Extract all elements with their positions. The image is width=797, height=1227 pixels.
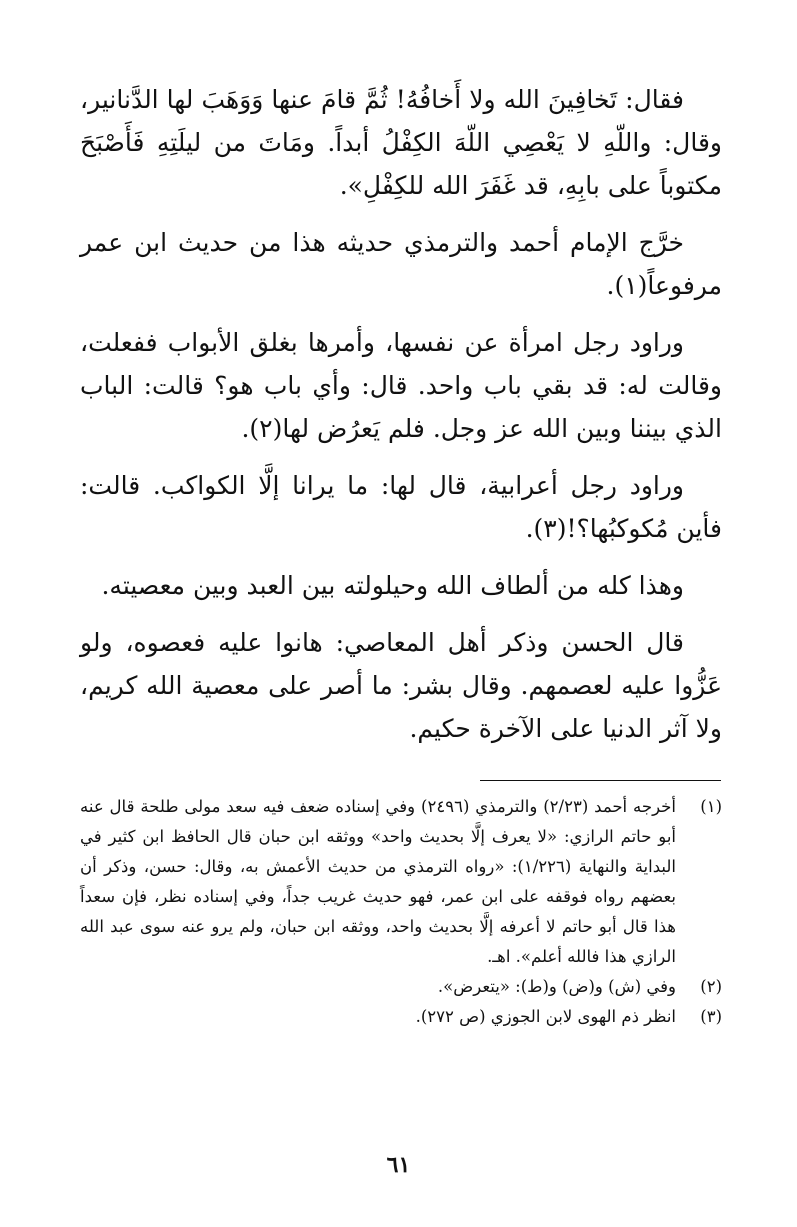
main-text xyxy=(80,78,722,764)
footnote-1 xyxy=(80,792,722,972)
paragraph-4: وراود رجل أعرابية، قال لها: ما يرانا إلَّا الكواكب. قالت: فأين مُكوكبُها؟!(٣). xyxy=(80,471,722,543)
footnote-text: أخرجه أحمد (٢/٢٣) والترمذي (٢٤٩٦) وفي إسناده ضعف فيه سعد مولى طلحة قال عنه أبو حاتم الرازي: «لا يعرف إلَّا بحديث واحد» ووثقه ابن حبان قال الحافظ ابن كثير في البداية والنهاية (١/٢٢٦): «رواه الترمذي من حديث الأعمش به، وقال: حسن، وذكر أن بعضهم رواه فوقفه على ابن عمر، فهو حديث غريب جداً، وفي إسناده نظر، فإن سعداً هذا قال أبو حاتم لا أعرفه إلَّا بحديث واحد، ووثقه ابن حبان، ولم يرو عنه سوى عبد الله الرازي هذا فالله أعلم». اهـ. xyxy=(80,797,676,966)
paragraph-1: فقال: تَخافِينَ الله ولا أَخافُهُ! ثُمَّ قامَ عنها وَوَهَبَ لها الدَّنانير، وقال: واللّهِ لا يَعْصِي اللّهَ الكِفْلُ أبداً. ومَاتَ من ليلَتِهِ فَأَصْبَحَ مكتوباً على بابِهِ، قد غَفَرَ الله للكِفْلِ». xyxy=(80,85,722,200)
footnote-number: (٢) xyxy=(700,977,722,996)
footnote-3 xyxy=(80,1002,722,1032)
footnote-number: (٣) xyxy=(700,1007,722,1026)
footnotes xyxy=(80,792,722,1032)
page-number: ٦١ xyxy=(386,1152,411,1178)
footnote-text: انظر ذم الهوى لابن الجوزي (ص ٢٧٢). xyxy=(415,1007,676,1026)
footnote-text: وفي (ش) و(ض) و(ط): «يتعرض». xyxy=(437,977,676,996)
paragraph-6: قال الحسن وذكر أهل المعاصي: هانوا عليه فعصوه، ولو عَزُّوا عليه لعصمهم. وقال بشر: ما أصر على معصية الله كريم، ولا آثر الدنيا على الآخرة حكيم. xyxy=(80,628,722,743)
footnote-number: (١) xyxy=(700,797,722,816)
paragraph-3: وراود رجل امرأة عن نفسها، وأمرها بغلق الأبواب ففعلت، وقالت له: قد بقي باب واحد. قال: وأي باب هو؟ قالت: الباب الذي بيننا وبين الله عز وجل. فلم يَعرُض لها(٢). xyxy=(80,328,722,443)
paragraph-2: خرَّج الإمام أحمد والترمذي حديثه هذا من حديث ابن عمر مرفوعاً(١). xyxy=(80,228,722,300)
footnote-separator xyxy=(480,780,721,781)
footnote-2 xyxy=(80,972,722,1002)
paragraph-5: وهذا كله من ألطاف الله وحيلولته بين العبد وبين معصيته. xyxy=(101,571,684,600)
